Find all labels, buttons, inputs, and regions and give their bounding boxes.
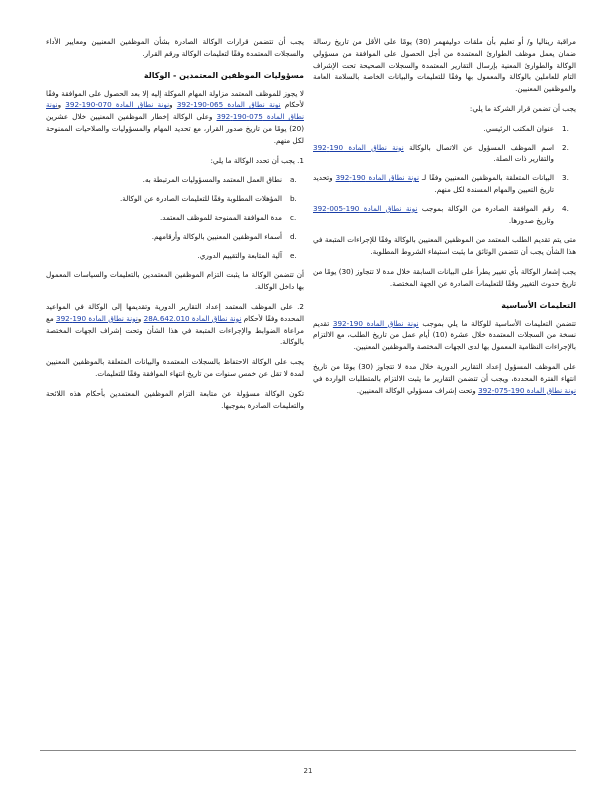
list-text: رقم الموافقة الصادرة من الوكالة بموجب — [417, 203, 554, 213]
law-reference-link[interactable]: نونة نطاق المادة 190-392 — [335, 173, 420, 183]
paragraph: يجب أن تضمن قرار الشركة ما يلي: — [469, 103, 576, 113]
list-number: 4. — [562, 203, 569, 213]
paragraph: مراقبة ريناليا و/ أو تعليم بأن ملقات دوليفهمر (30) يومًا على الأقل من تاريخ رسالة ضمان يعمل موظف الطوارئ المعتمدة من أجل الحصول على الموافقة من مسؤولي الوكالة والطوارئ المعنية بإرسال التقارير المعتمدة والسجلات الصحيحة تحت الإشراف التام للعاملين بالوكالة والمعمول بها وفقًا للتعليمات والبيانات الخاصة بالسلامة العامة والموظفين المعنيين. — [313, 37, 576, 94]
law-reference-link[interactable]: نونة نطاق المادة 190-392 — [313, 142, 404, 152]
list-number: 1. — [562, 123, 569, 133]
list-letter: c. — [290, 212, 297, 222]
list-text: نطاق العمل المعتمد والمسؤوليات المرتبطة به. — [142, 175, 282, 185]
paragraph — [313, 361, 576, 396]
list-text: البيانات المتعلقة بالموظفين المعنيين وفقًا لـ — [419, 173, 554, 183]
page-number: 21 — [303, 767, 313, 775]
list-letter: a. — [290, 175, 297, 185]
paragraph: أن تتضمن الوكالة ما يثبت التزام الموظفين المعتمدين بالتعليمات والسياسات المعمول بها داخل الوكالة. — [46, 270, 304, 292]
list-text: وتاريخ صدورها. — [508, 215, 554, 225]
list-text: والتقارير ذات الصلة. — [493, 154, 554, 164]
paragraph-text: 2. على الموظف المعتمد إعداد التقارير الدورية وتقديمها إلى الوكالة في المواعيد المحددة وفقًا لأحكام — [46, 301, 304, 323]
paragraph-text: وعلى الوكالة إخطار الموظفين المعنيين خلال عشرين (20) يومًا من تاريخ صدور القرار، مع تحديد المهام والمسؤوليات والصلاحيات الممنوحة لكل منهم. — [46, 112, 304, 145]
paragraph-text: وتحت إشراف مسؤولي الوكالة المعنيين. — [356, 385, 479, 395]
list-item — [46, 250, 304, 262]
list-item — [46, 231, 304, 243]
paragraph-text: و — [57, 100, 66, 110]
list-item — [46, 174, 304, 186]
right-column — [313, 36, 576, 404]
list-letter: d. — [290, 231, 297, 241]
list-text: اسم الموظف المسؤول عن الاتصال بالوكالة — [403, 142, 554, 152]
paragraph: متى يتم تقديم الطلب المعتمد من الموظفين المعنيين بالوكالة وفقًا للإجراءات المتبعة في هذا الشأن يجب أن تتضمن الوثائق ما يثبت استيفاء الشروط المطلوبة. — [313, 235, 576, 257]
law-reference-link[interactable]: نونة نطاق المادة 190-075-392 — [478, 385, 576, 395]
list-text: وتحديد تاريخ التعيين والمهام المسندة لكل منهم. — [313, 173, 554, 194]
list-letter: e. — [290, 250, 297, 260]
list-item — [313, 172, 576, 196]
paragraph: يجب على الوكالة الاحتفاظ بالسجلات المعتمدة والبيانات المتعلقة بالموظفين المعنيين لمدة لا تقل عن خمس سنوات من تاريخ انتهاء الموافقة وفقًا للتعليمات. — [46, 357, 304, 378]
list-text: عنوان المكتب الرئيسي. — [483, 123, 554, 133]
list-item — [313, 203, 576, 227]
list-number: 3. — [562, 173, 569, 183]
left-column — [46, 36, 304, 419]
paragraph-text: و — [169, 100, 177, 110]
paragraph: يجب إشعار الوكالة بأي تغيير يطرأ على البيانات السابقة خلال مدة لا تتجاوز (30) يومًا من تاريخ حدوث التغيير وفقًا للتعليمات الصادرة عن الجهة المختصة. — [313, 266, 576, 288]
list-item — [46, 212, 304, 224]
law-reference-link[interactable]: نونة نطاق المادة 28A.642.010 — [143, 313, 242, 323]
list-number: 2. — [562, 142, 569, 152]
paragraph — [46, 88, 304, 147]
paragraph: يجب أن تتضمن قرارات الوكالة الصادرة بشأن الموظفين المعنيين ومعايير الأداء والسجلات المعتمدة وفقًا لتعليمات الوكالة ورقم القرار. — [46, 37, 304, 58]
paragraph-text: و — [137, 313, 144, 323]
section-heading: التعليمات الأساسية — [501, 300, 576, 310]
law-reference-link[interactable]: نونة نطاق المادة 190-392 — [56, 313, 138, 323]
list-item — [313, 123, 576, 135]
paragraph: تكون الوكالة مسؤولة عن متابعة التزام الموظفين المعتمدين بأحكام هذه اللائحة والتعليمات الصادرة بموجبها. — [46, 388, 304, 410]
list-item — [46, 193, 304, 205]
list-text: المؤهلات المطلوبة وفقًا للتعليمات الصادرة عن الوكالة. — [119, 194, 282, 204]
paragraph-text: تتضمن التعليمات الأساسية للوكالة ما يلي بموجب — [418, 318, 576, 328]
law-reference-link[interactable]: نونة نطاق المادة 190-005-392 — [313, 203, 418, 213]
law-reference-link[interactable]: نونة نطاق المادة 075-190-392 — [46, 100, 304, 122]
law-reference-link[interactable]: نونة نطاق المادة 065-190-392 — [176, 100, 281, 110]
list-text: آلية المتابعة والتقييم الدوري. — [197, 250, 282, 260]
law-reference-link[interactable]: نونة نطاق المادة 070-190-392 — [65, 100, 170, 110]
paragraph-text: تقديم نسخة من السجلات المعتمدة خلال عشرة (10) أيام عمل من تاريخ الطلب، مع الالتزام بالإجراءات النظامية المعمول بها لدى الجهات المختصة والموظفين المعنيين. — [313, 318, 577, 352]
list-text: مدة الموافقة الممنوحة للموظف المعتمد. — [160, 212, 282, 222]
paragraph-text: لا يجوز للموظف المعتمد مزاولة المهام الموكلة إليه إلا بعد الحصول على الموافقة وفقًا لأحكام — [46, 88, 304, 110]
paragraph-text: مع مراعاة الضوابط والإجراءات المتبعة في هذا الشأن وتحت إشراف الجهات المختصة بالوكالة. — [46, 313, 304, 347]
list-item — [313, 142, 576, 166]
footer-divider — [40, 750, 576, 751]
list-letter: b. — [290, 194, 297, 204]
paragraph: 1. يجب أن تحدد الوكالة ما يلي: — [210, 155, 304, 165]
section-heading: مسؤوليات الموظفين المعتمدين - الوكالة — [143, 70, 304, 80]
paragraph-text: على الموظف المسؤول إعداد التقارير الدورية خلال مدة لا تتجاوز (30) يومًا من تاريخ انتهاء الفترة المحددة، ويجب أن تتضمن التقارير ما يثبت الالتزام بالمتطلبات الواردة في — [313, 361, 576, 383]
paragraph — [46, 301, 304, 348]
lettered-list — [46, 174, 304, 261]
list-text: أسماء الموظفين المعنيين بالوكالة وأرقامهم. — [151, 231, 282, 241]
numbered-list — [313, 123, 576, 227]
law-reference-link[interactable]: نونة نطاق المادة 190-392 — [332, 318, 419, 328]
paragraph — [313, 318, 576, 353]
